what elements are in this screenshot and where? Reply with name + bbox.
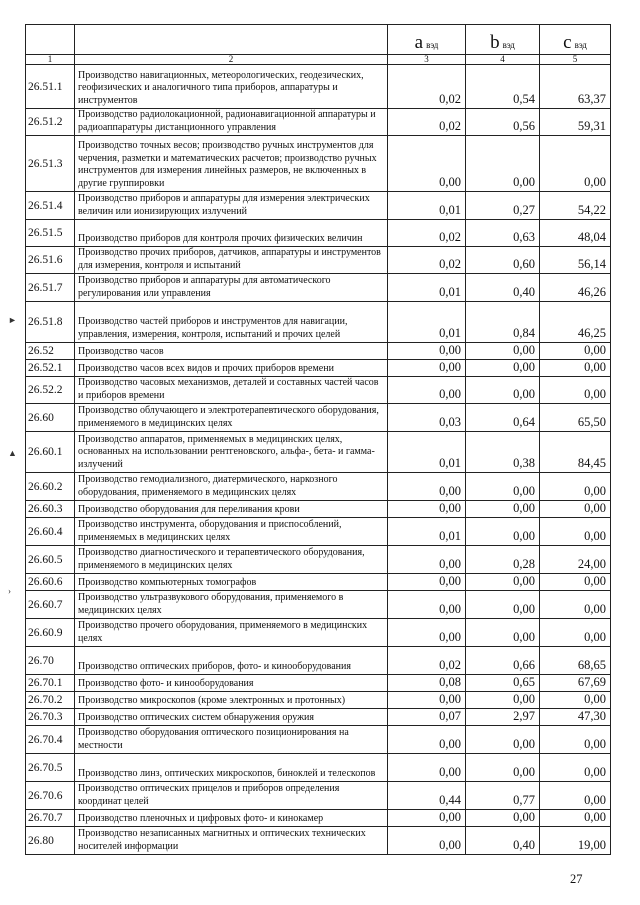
row-c-value: 67,69 xyxy=(540,675,611,692)
row-c-value: 47,30 xyxy=(540,709,611,726)
row-description: Производство оптических прицелов и приборов определения координат целей xyxy=(75,782,388,810)
row-a-value: 0,00 xyxy=(388,726,466,754)
row-b-value: 0,54 xyxy=(466,65,540,109)
row-code: 26.70.5 xyxy=(26,754,75,782)
row-a-value: 0,00 xyxy=(388,692,466,709)
row-a-value: 0,01 xyxy=(388,192,466,220)
row-code: 26.60.1 xyxy=(26,432,75,473)
row-description: Производство частей приборов и инструментов для навигации, управления, измерения, контроля, испытаний и прочих целей xyxy=(75,302,388,343)
row-b-value: 0,00 xyxy=(466,377,540,404)
page-number: 27 xyxy=(570,872,583,886)
row-c-value: 54,22 xyxy=(540,192,611,220)
row-code: 26.60.7 xyxy=(26,591,75,619)
col-number: 2 xyxy=(75,55,388,65)
header-c: c вэд xyxy=(540,25,611,55)
row-description: Производство прочего оборудования, применяемого в медицинских целях xyxy=(75,619,388,647)
row-code: 26.51.8 xyxy=(26,302,75,343)
row-a-value: 0,02 xyxy=(388,247,466,274)
row-a-value: 0,08 xyxy=(388,675,466,692)
row-description: Производство приборов и аппаратуры для автоматического регулирования или управления xyxy=(75,274,388,302)
column-number-row xyxy=(26,55,611,65)
row-c-value: 0,00 xyxy=(540,754,611,782)
row-code: 26.51.2 xyxy=(26,109,75,136)
table-row xyxy=(26,473,611,501)
row-description: Производство линз, оптических микроскопов, биноклей и телескопов xyxy=(75,754,388,782)
row-description: Производство фото- и кинооборудования xyxy=(75,675,388,692)
row-b-value: 0,63 xyxy=(466,220,540,247)
margin-mark: › xyxy=(8,586,11,596)
row-c-value: 0,00 xyxy=(540,782,611,810)
row-code: 26.52 xyxy=(26,343,75,360)
header-row xyxy=(26,25,611,55)
row-a-value: 0,02 xyxy=(388,109,466,136)
table-row xyxy=(26,65,611,109)
row-b-value: 0,00 xyxy=(466,473,540,501)
row-c-value: 84,45 xyxy=(540,432,611,473)
row-description: Производство прочих приборов, датчиков, аппаратуры и инструментов для измерения, контроля и испытаний xyxy=(75,247,388,274)
row-b-value: 0,27 xyxy=(466,192,540,220)
table-row xyxy=(26,692,611,709)
row-code: 26.52.1 xyxy=(26,360,75,377)
row-description: Производство часов xyxy=(75,343,388,360)
row-a-value: 0,02 xyxy=(388,647,466,675)
row-code: 26.51.7 xyxy=(26,274,75,302)
table-row xyxy=(26,574,611,591)
row-code: 26.60.5 xyxy=(26,546,75,574)
row-description: Производство оптических приборов, фото- и кинооборудования xyxy=(75,647,388,675)
row-c-value: 68,65 xyxy=(540,647,611,675)
table-row xyxy=(26,377,611,404)
col-number: 1 xyxy=(26,55,75,65)
row-a-value: 0,00 xyxy=(388,343,466,360)
row-code: 26.51.5 xyxy=(26,220,75,247)
row-c-value: 0,00 xyxy=(540,619,611,647)
margin-mark: ▲ xyxy=(8,448,17,458)
table-row xyxy=(26,136,611,192)
row-b-value: 0,00 xyxy=(466,692,540,709)
row-description: Производство радиолокационной, радионавигационной аппаратуры и радиоаппаратуры дистанционного управления xyxy=(75,109,388,136)
col-number: 4 xyxy=(466,55,540,65)
row-b-value: 0,00 xyxy=(466,574,540,591)
row-code: 26.70.3 xyxy=(26,709,75,726)
row-description: Производство оборудования оптического позиционирования на местности xyxy=(75,726,388,754)
row-code: 26.51.3 xyxy=(26,136,75,192)
row-c-value: 59,31 xyxy=(540,109,611,136)
row-b-value: 0,00 xyxy=(466,136,540,192)
row-description: Производство приборов и аппаратуры для измерения электрических величин или ионизирующих излучений xyxy=(75,192,388,220)
row-b-value: 0,56 xyxy=(466,109,540,136)
table-row xyxy=(26,675,611,692)
row-a-value: 0,00 xyxy=(388,827,466,855)
row-a-value: 0,02 xyxy=(388,65,466,109)
row-code: 26.60.9 xyxy=(26,619,75,647)
row-c-value: 56,14 xyxy=(540,247,611,274)
row-b-value: 0,64 xyxy=(466,404,540,432)
row-description: Производство ультразвукового оборудования, применяемого в медицинских целях xyxy=(75,591,388,619)
row-c-value: 0,00 xyxy=(540,574,611,591)
row-c-value: 46,26 xyxy=(540,274,611,302)
row-a-value: 0,07 xyxy=(388,709,466,726)
row-a-value: 0,01 xyxy=(388,518,466,546)
row-code: 26.60.6 xyxy=(26,574,75,591)
row-b-value: 0,40 xyxy=(466,827,540,855)
row-code: 26.51.4 xyxy=(26,192,75,220)
row-c-value: 46,25 xyxy=(540,302,611,343)
table-row xyxy=(26,619,611,647)
table-row xyxy=(26,302,611,343)
table-row xyxy=(26,810,611,827)
row-code: 26.70 xyxy=(26,647,75,675)
row-code: 26.52.2 xyxy=(26,377,75,404)
table-row xyxy=(26,404,611,432)
row-c-value: 0,00 xyxy=(540,501,611,518)
row-a-value: 0,00 xyxy=(388,591,466,619)
header-a: a вэд xyxy=(388,25,466,55)
row-a-value: 0,00 xyxy=(388,546,466,574)
table-row xyxy=(26,220,611,247)
coefficients-table xyxy=(25,24,611,855)
table-row xyxy=(26,546,611,574)
row-a-value: 0,02 xyxy=(388,220,466,247)
row-code: 26.60.4 xyxy=(26,518,75,546)
row-c-value: 0,00 xyxy=(540,692,611,709)
row-b-value: 0,00 xyxy=(466,726,540,754)
table-row xyxy=(26,192,611,220)
row-description: Производство компьютерных томографов xyxy=(75,574,388,591)
table-row xyxy=(26,726,611,754)
row-c-value: 0,00 xyxy=(540,591,611,619)
row-a-value: 0,00 xyxy=(388,473,466,501)
row-code: 26.60 xyxy=(26,404,75,432)
row-a-value: 0,00 xyxy=(388,810,466,827)
table-row xyxy=(26,754,611,782)
row-c-value: 0,00 xyxy=(540,377,611,404)
row-description: Производство облучающего и электротерапевтического оборудования, применяемого в медицинских целях xyxy=(75,404,388,432)
row-description: Производство микроскопов (кроме электронных и протонных) xyxy=(75,692,388,709)
row-description: Производство диагностического и терапевтического оборудования, применяемого в медицинских целях xyxy=(75,546,388,574)
row-b-value: 0,00 xyxy=(466,591,540,619)
row-c-value: 0,00 xyxy=(540,810,611,827)
row-a-value: 0,01 xyxy=(388,302,466,343)
table-row xyxy=(26,501,611,518)
row-c-value: 0,00 xyxy=(540,360,611,377)
row-a-value: 0,44 xyxy=(388,782,466,810)
row-code: 26.70.6 xyxy=(26,782,75,810)
row-b-value: 0,00 xyxy=(466,360,540,377)
row-c-value: 0,00 xyxy=(540,518,611,546)
row-description: Производство точных весов; производство ручных инструментов для черчения, разметки и математических расчетов; производство ручных инструментов для измерения линейных размеров, не включенных в другие группировки xyxy=(75,136,388,192)
row-b-value: 0,38 xyxy=(466,432,540,473)
row-code: 26.70.2 xyxy=(26,692,75,709)
row-code: 26.60.2 xyxy=(26,473,75,501)
row-a-value: 0,00 xyxy=(388,574,466,591)
row-a-value: 0,00 xyxy=(388,754,466,782)
table-row xyxy=(26,432,611,473)
row-description: Производство приборов для контроля прочих физических величин xyxy=(75,220,388,247)
row-a-value: 0,00 xyxy=(388,501,466,518)
row-b-value: 0,65 xyxy=(466,675,540,692)
row-b-value: 0,40 xyxy=(466,274,540,302)
row-description: Производство гемодиализного, диатермического, наркозного оборудования, применяемого в медицинских целях xyxy=(75,473,388,501)
row-c-value: 24,00 xyxy=(540,546,611,574)
row-b-value: 0,66 xyxy=(466,647,540,675)
row-c-value: 0,00 xyxy=(540,343,611,360)
row-a-value: 0,01 xyxy=(388,274,466,302)
row-code: 26.51.1 xyxy=(26,65,75,109)
row-c-value: 63,37 xyxy=(540,65,611,109)
row-b-value: 0,60 xyxy=(466,247,540,274)
row-code: 26.51.6 xyxy=(26,247,75,274)
row-code: 26.80 xyxy=(26,827,75,855)
row-c-value: 0,00 xyxy=(540,726,611,754)
row-description: Производство навигационных, метеорологических, геодезических, геофизических и аналогичного типа приборов, аппаратуры и инструментов xyxy=(75,65,388,109)
row-a-value: 0,00 xyxy=(388,619,466,647)
row-b-value: 2,97 xyxy=(466,709,540,726)
col-number: 5 xyxy=(540,55,611,65)
row-code: 26.70.4 xyxy=(26,726,75,754)
header-desc xyxy=(75,25,388,55)
row-b-value: 0,28 xyxy=(466,546,540,574)
row-a-value: 0,00 xyxy=(388,377,466,404)
row-b-value: 0,00 xyxy=(466,810,540,827)
row-description: Производство аппаратов, применяемых в медицинских целях, основанных на использовании рентгеновского, альфа-, бета- и гамма-излучений xyxy=(75,432,388,473)
table-row xyxy=(26,247,611,274)
row-description: Производство оборудования для переливания крови xyxy=(75,501,388,518)
row-c-value: 48,04 xyxy=(540,220,611,247)
header-code xyxy=(26,25,75,55)
row-code: 26.60.3 xyxy=(26,501,75,518)
table-row xyxy=(26,782,611,810)
row-description: Производство незаписанных магнитных и оптических технических носителей информации xyxy=(75,827,388,855)
row-code: 26.70.1 xyxy=(26,675,75,692)
table-row xyxy=(26,274,611,302)
table-row xyxy=(26,647,611,675)
row-description: Производство часов всех видов и прочих приборов времени xyxy=(75,360,388,377)
row-b-value: 0,00 xyxy=(466,619,540,647)
row-b-value: 0,00 xyxy=(466,501,540,518)
row-a-value: 0,01 xyxy=(388,432,466,473)
row-a-value: 0,00 xyxy=(388,360,466,377)
row-c-value: 19,00 xyxy=(540,827,611,855)
row-c-value: 65,50 xyxy=(540,404,611,432)
row-a-value: 0,00 xyxy=(388,136,466,192)
table-row xyxy=(26,709,611,726)
row-c-value: 0,00 xyxy=(540,136,611,192)
table-row xyxy=(26,360,611,377)
table-row xyxy=(26,827,611,855)
col-number: 3 xyxy=(388,55,466,65)
table-row xyxy=(26,109,611,136)
table-row xyxy=(26,518,611,546)
row-b-value: 0,00 xyxy=(466,754,540,782)
row-c-value: 0,00 xyxy=(540,473,611,501)
row-code: 26.70.7 xyxy=(26,810,75,827)
header-b: b вэд xyxy=(466,25,540,55)
row-a-value: 0,03 xyxy=(388,404,466,432)
row-b-value: 0,00 xyxy=(466,518,540,546)
table-row xyxy=(26,591,611,619)
row-description: Производство оптических систем обнаружения оружия xyxy=(75,709,388,726)
margin-mark: ► xyxy=(8,315,17,325)
row-b-value: 0,77 xyxy=(466,782,540,810)
row-description: Производство инструмента, оборудования и приспособлений, применяемых в медицинских целях xyxy=(75,518,388,546)
row-description: Производство пленочных и цифровых фото- и кинокамер xyxy=(75,810,388,827)
row-description: Производство часовых механизмов, деталей и составных частей часов и приборов времени xyxy=(75,377,388,404)
row-b-value: 0,00 xyxy=(466,343,540,360)
table-row xyxy=(26,343,611,360)
row-b-value: 0,84 xyxy=(466,302,540,343)
